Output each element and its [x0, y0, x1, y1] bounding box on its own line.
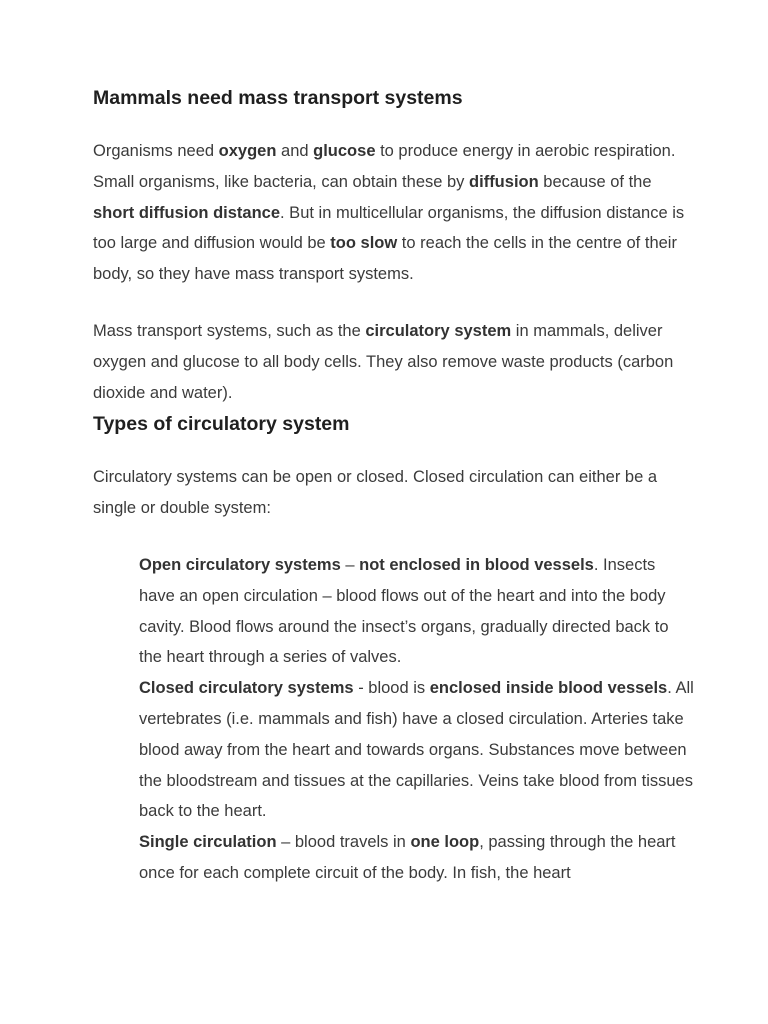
- document-page: [93, 84, 693, 889]
- bold-term: diffusion: [469, 172, 539, 191]
- text-run: Organisms need: [93, 142, 219, 160]
- text-run: , passing through the heart once for each complete circuit of the body. In fish, the heart: [139, 833, 676, 882]
- heading-mass-transport: Mammals need mass transport systems: [93, 87, 463, 109]
- text-run: and: [276, 142, 314, 160]
- bold-term: not enclosed in blood vessels: [359, 555, 594, 574]
- bold-term: circulatory system: [365, 321, 512, 340]
- text-run: to produce energy in aerobic respiration. Small organisms, like bacteria, can obtain these by: [93, 142, 676, 191]
- bold-term: Closed circulatory systems: [139, 679, 354, 698]
- bold-term: glucose: [313, 142, 376, 160]
- circulatory-types-list: [139, 550, 694, 889]
- text-run: . Insects have an open circulation – blood flows out of the heart and into the body cavity. Blood flows around the insect’s organs, gradually directed back to the heart through a series of valves.: [139, 555, 669, 667]
- paragraph-mass-transport: [93, 316, 693, 408]
- bold-term: one loop: [410, 833, 480, 852]
- paragraph-circulatory-intro: [93, 462, 693, 524]
- text-run: –: [340, 555, 360, 574]
- bold-term: too slow: [330, 234, 398, 253]
- bold-term: Single circulation: [139, 833, 277, 852]
- heading-types-circulatory: Types of circulatory system: [93, 413, 350, 436]
- item-open-circulatory: [139, 550, 694, 673]
- text-run: Mass transport systems, such as the: [93, 321, 366, 340]
- text-run: because of the: [538, 172, 652, 191]
- bold-term: enclosed inside blood vessels: [429, 679, 668, 698]
- paragraph-oxygen-glucose: [93, 136, 693, 290]
- text-run: . But in multicellular organisms, the diffusion distance is too large and diffusion would be: [93, 203, 685, 253]
- text-run: to reach the cells in the centre of their body, so they have mass transport systems.: [93, 234, 677, 284]
- text-run: - blood is: [353, 679, 430, 698]
- bold-term: Open circulatory systems: [139, 555, 341, 574]
- text-run: . All vertebrates (i.e. mammals and fish) have a closed circulation. Arteries take blood away from the heart and towards organs. Substances move between the bloodstream and tissues at the capillaries. Veins take blood from tissues back to the heart.: [139, 679, 694, 821]
- text-run: in mammals, deliver oxygen and glucose to all body cells. They also remove waste products (carbon dioxide and water).: [93, 321, 674, 402]
- item-closed-circulatory: [139, 673, 694, 827]
- item-single-circulation: [139, 827, 694, 889]
- text-run: Circulatory systems can be open or closed. Closed circulation can either be a single or double system:: [93, 468, 658, 518]
- text-run: – blood travels in: [276, 833, 411, 852]
- bold-term: short diffusion distance: [93, 203, 281, 222]
- bold-term: oxygen: [218, 142, 277, 160]
